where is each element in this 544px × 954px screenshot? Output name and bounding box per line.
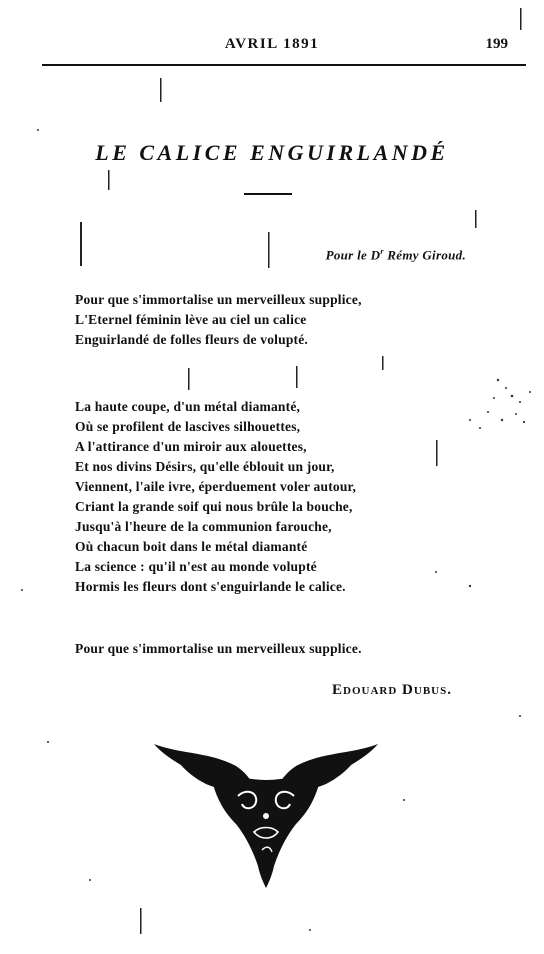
verse-line: Pour que s'immortalise un merveilleux supplice, bbox=[75, 292, 362, 307]
running-head bbox=[0, 36, 544, 56]
verse-line: Où se profilent de lascives silhouettes, bbox=[75, 419, 301, 434]
fleuron-ornament-icon bbox=[150, 740, 382, 890]
dedication-name: Rémy Giroud. bbox=[383, 247, 466, 263]
header-rule bbox=[42, 64, 526, 66]
dedication-prefix: Pour le D bbox=[325, 247, 381, 263]
verse-line: Jusqu'à l'heure de la communion farouche, bbox=[75, 519, 332, 534]
verse-line: La haute coupe, d'un métal diamanté, bbox=[75, 399, 301, 414]
verse-line: Et nos divins Désirs, qu'elle éblouit un jour, bbox=[75, 459, 335, 474]
stanza-3 bbox=[75, 639, 362, 659]
dedication-superscript: r bbox=[380, 247, 384, 256]
verse-line: A l'attirance d'un miroir aux alouettes, bbox=[75, 439, 307, 454]
running-title: AVRIL 1891 bbox=[224, 36, 320, 52]
verse-line: L'Eternel féminin lève au ciel un calice bbox=[75, 312, 307, 327]
verse-line: Enguirlandé de folles fleurs de volupté. bbox=[75, 332, 309, 347]
verse-line: Hormis les fleurs dont s'enguirlande le calice. bbox=[75, 579, 346, 594]
poem-title: LE CALICE ENGUIRLANDÉ bbox=[95, 140, 449, 165]
verse-line: Viennent, l'aile ivre, éperduement voler autour, bbox=[75, 479, 357, 494]
verse-line: Criant la grande soif qui nous brûle la bouche, bbox=[75, 499, 353, 514]
title-rule bbox=[244, 193, 292, 195]
stanza-1 bbox=[75, 290, 362, 350]
stanza-2 bbox=[75, 397, 356, 597]
page-number: 199 bbox=[485, 36, 508, 52]
verse-line: La science : qu'il n'est au monde volupté bbox=[75, 559, 317, 574]
author-signature: Edouard Dubus. bbox=[332, 682, 452, 698]
verse-line: Où chacun boit dans le métal diamanté bbox=[75, 539, 308, 554]
dedication bbox=[326, 247, 466, 263]
verse-line: Pour que s'immortalise un merveilleux supplice. bbox=[75, 641, 362, 656]
